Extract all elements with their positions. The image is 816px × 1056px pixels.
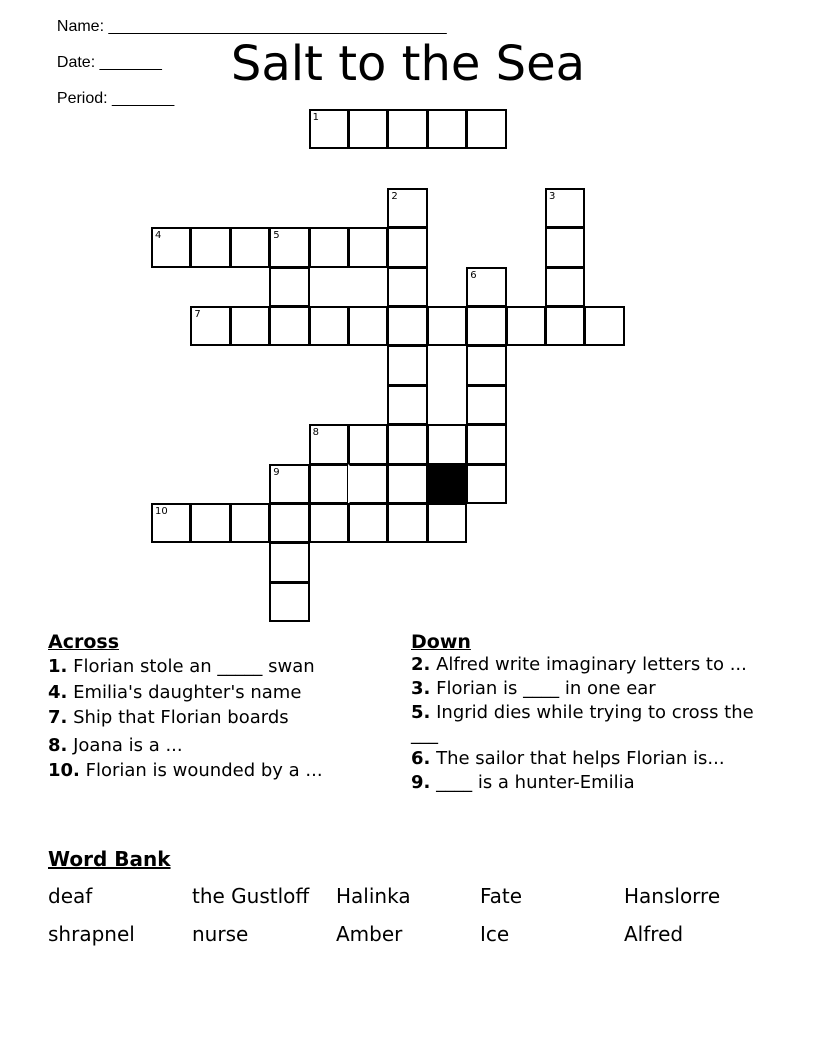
clue-number: 9. bbox=[411, 772, 431, 793]
clue-text: Joana is a ... bbox=[67, 734, 183, 756]
crossword-cell[interactable] bbox=[269, 267, 309, 307]
clue-across-1 bbox=[48, 654, 378, 680]
crossword-cell[interactable] bbox=[466, 464, 506, 504]
period-field[interactable]: Period: _______ bbox=[56, 90, 175, 107]
crossword-cell[interactable] bbox=[269, 582, 309, 622]
crossword-cell[interactable] bbox=[387, 345, 427, 385]
clue-number: 8. bbox=[48, 734, 68, 756]
word-bank-item: the Gustloff bbox=[192, 884, 310, 908]
name-field[interactable]: Name: ______________________________________ bbox=[56, 18, 447, 35]
crossword-cell[interactable] bbox=[466, 267, 506, 307]
crossword-cell[interactable] bbox=[269, 464, 309, 504]
crossword-cell[interactable] bbox=[309, 109, 349, 149]
crossword-cell[interactable] bbox=[387, 188, 427, 228]
down-clues bbox=[411, 630, 761, 796]
crossword-cell[interactable] bbox=[545, 227, 585, 267]
crossword-cell[interactable] bbox=[309, 424, 349, 464]
crossword-cell[interactable] bbox=[151, 227, 191, 267]
crossword-cell[interactable] bbox=[348, 503, 388, 543]
clue-text: Ship that Florian boards bbox=[67, 707, 289, 728]
crossword-cell[interactable] bbox=[190, 503, 230, 543]
crossword-cell[interactable] bbox=[151, 503, 191, 543]
clue-down-6 bbox=[411, 748, 761, 770]
clue-number: 5. bbox=[411, 702, 431, 723]
clue-down-9 bbox=[411, 772, 761, 794]
crossword-cell[interactable] bbox=[230, 503, 270, 543]
crossword-cell[interactable] bbox=[269, 227, 309, 267]
blocked-cell bbox=[427, 464, 467, 504]
crossword-cell[interactable] bbox=[269, 542, 309, 582]
clue-text: Florian is ____ in one ear bbox=[430, 678, 656, 699]
crossword-cell[interactable] bbox=[387, 227, 427, 267]
clue-down-3 bbox=[411, 678, 761, 700]
crossword-cell[interactable] bbox=[387, 464, 427, 504]
clue-down-5 bbox=[411, 702, 761, 746]
clue-text: Ingrid dies while trying to cross the ___ bbox=[411, 702, 754, 745]
crossword-cell[interactable] bbox=[466, 306, 506, 346]
crossword-cell[interactable] bbox=[230, 306, 270, 346]
crossword-cell[interactable] bbox=[309, 227, 349, 267]
crossword-cell[interactable] bbox=[190, 227, 230, 267]
word-bank-item: Alfred bbox=[624, 922, 684, 946]
clue-number: 7. bbox=[48, 707, 68, 728]
clue-number-label: 2 bbox=[391, 190, 398, 202]
crossword-cell[interactable] bbox=[387, 503, 427, 543]
crossword-cell[interactable] bbox=[387, 109, 427, 149]
clue-number-label: 6 bbox=[470, 269, 477, 281]
crossword-cell[interactable] bbox=[387, 267, 427, 307]
word-bank-heading: Word Bank bbox=[48, 847, 171, 871]
crossword-cell[interactable] bbox=[387, 424, 427, 464]
clue-text: Emilia's daughter's name bbox=[67, 681, 302, 703]
word-bank-item: nurse bbox=[192, 922, 249, 946]
crossword-cell[interactable] bbox=[427, 109, 467, 149]
clue-text: Florian is wounded by a ... bbox=[79, 760, 323, 781]
clue-text: Alfred write imaginary letters to ... bbox=[430, 654, 747, 675]
crossword-cell[interactable] bbox=[269, 503, 309, 543]
crossword-cell[interactable] bbox=[545, 306, 585, 346]
down-heading: Down bbox=[411, 631, 471, 653]
crossword-cell[interactable] bbox=[387, 385, 427, 425]
clue-number-label: 5 bbox=[273, 230, 280, 242]
crossword-cell[interactable] bbox=[466, 424, 506, 464]
clue-number: 10. bbox=[48, 760, 80, 781]
crossword-cell[interactable] bbox=[348, 109, 388, 149]
clue-number-label: 7 bbox=[194, 309, 201, 320]
clue-number-label: 3 bbox=[549, 190, 556, 202]
crossword-cell[interactable] bbox=[269, 306, 309, 346]
word-bank-item: Fate bbox=[480, 884, 523, 908]
crossword-cell[interactable] bbox=[230, 227, 270, 267]
clue-number: 2. bbox=[411, 654, 431, 675]
clue-number-label: 8 bbox=[312, 427, 319, 439]
clue-number: 3. bbox=[411, 678, 431, 699]
crossword-cell[interactable] bbox=[545, 267, 585, 307]
clue-number: 6. bbox=[411, 748, 431, 769]
clue-across-8 bbox=[48, 733, 378, 759]
clue-text: ____ is a hunter-Emilia bbox=[430, 772, 635, 793]
crossword-cell[interactable] bbox=[466, 385, 506, 425]
clue-text: The sailor that helps Florian is... bbox=[430, 748, 725, 769]
crossword-cell[interactable] bbox=[190, 306, 230, 346]
across-heading: Across bbox=[48, 631, 120, 653]
crossword-cell[interactable] bbox=[348, 464, 388, 504]
clue-number: 1. bbox=[48, 656, 68, 677]
crossword-cell[interactable] bbox=[466, 345, 506, 385]
word-bank-item: shrapnel bbox=[48, 922, 135, 946]
across-clues bbox=[48, 630, 378, 784]
crossword-cell[interactable] bbox=[309, 503, 349, 543]
crossword-cell[interactable] bbox=[309, 306, 349, 346]
word-bank-item: Ice bbox=[480, 922, 510, 946]
clue-number: 4. bbox=[48, 681, 68, 703]
crossword-cell[interactable] bbox=[466, 109, 506, 149]
crossword-cell[interactable] bbox=[427, 306, 467, 346]
crossword-cell[interactable] bbox=[309, 464, 349, 504]
clue-number-label: 4 bbox=[155, 230, 162, 242]
clue-number-label: 1 bbox=[312, 112, 319, 123]
crossword-cell[interactable] bbox=[427, 424, 467, 464]
page-title: Salt to the Sea bbox=[230, 36, 586, 92]
crossword-cell[interactable] bbox=[584, 306, 624, 346]
clue-number-label: 10 bbox=[155, 506, 168, 517]
date-field[interactable]: Date: _______ bbox=[56, 54, 162, 71]
clue-across-4 bbox=[48, 680, 378, 706]
clue-across-7 bbox=[48, 705, 378, 731]
clue-text: Florian stole an _____ swan bbox=[67, 656, 315, 677]
crossword-cell[interactable] bbox=[348, 306, 388, 346]
crossword-cell[interactable] bbox=[348, 424, 388, 464]
word-bank-item: Halinka bbox=[336, 884, 411, 908]
clue-across-10 bbox=[48, 758, 378, 784]
crossword-cell[interactable] bbox=[506, 306, 546, 346]
crossword-cell[interactable] bbox=[387, 306, 427, 346]
crossword-cell[interactable] bbox=[348, 227, 388, 267]
word-bank-item: Hanslorre bbox=[624, 884, 721, 908]
word-bank-item: deaf bbox=[48, 884, 93, 908]
crossword-cell[interactable] bbox=[545, 188, 585, 228]
crossword-cell[interactable] bbox=[427, 503, 467, 543]
word-bank-item: Amber bbox=[336, 922, 403, 946]
clue-down-2 bbox=[411, 654, 761, 676]
clue-number-label: 9 bbox=[273, 466, 280, 478]
